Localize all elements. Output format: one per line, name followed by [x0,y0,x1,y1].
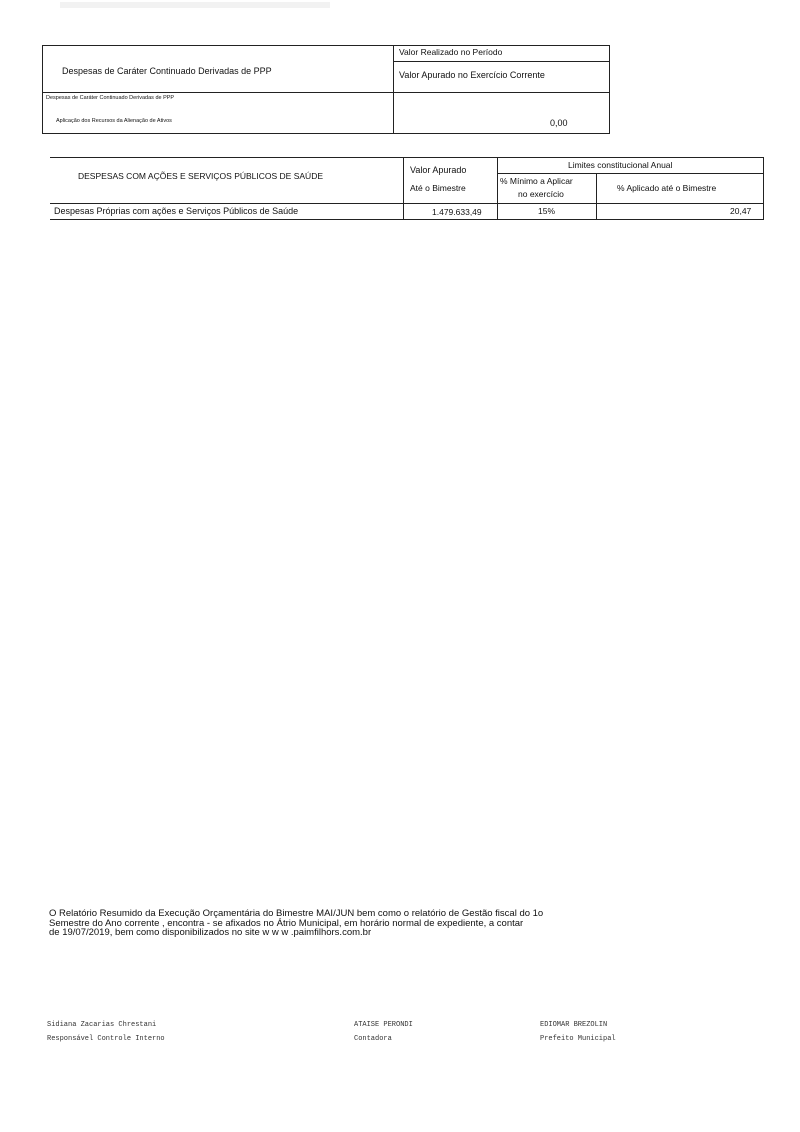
signature-name: Sidiana Zacarias Chrestani [47,1021,157,1029]
signature-role: Prefeito Municipal [540,1035,616,1043]
ppp-header-label: Despesas de Caráter Continuado Derivadas de PPP [62,66,272,76]
health-header-value-2: Até o Bimestre [410,183,466,193]
health-header-value-1: Valor Apurado [410,165,467,175]
health-header-main: DESPESAS COM AÇÕES E SERVIÇOS PÚBLICOS DE SAÚDE [78,171,323,181]
health-row-applied: 20,47 [730,206,752,216]
ppp-header-period: Valor Realizado no Período [399,47,503,57]
health-row-value: 1.479.633,49 [432,207,482,217]
footer-note-line-3: de 19/07/2019, bem como disponibilizados no site w w w .paimfilhors.com.br [49,927,372,938]
signature-role: Contadora [354,1035,392,1043]
ppp-row-value: 0,00 [550,118,568,128]
footer-note [49,909,649,938]
footer-note-line-2: Semestre do Ano corrente , encontra - se afixados no Átrio Municipal, em horário normal de expediente, a contar [49,917,524,929]
signature-name: EDIOMAR BREZOLIN [540,1021,608,1029]
signature-role: Responsável Controle Interno [47,1035,165,1043]
health-row-label: Despesas Próprias com ações e Serviços Públicos de Saúde [54,206,299,216]
signature-name: ATAISE PERONDI [354,1021,413,1029]
health-header-limits: Limites constitucional Anual [568,160,673,170]
header-remnant [60,2,330,8]
health-header-min-2: no exercício [518,189,564,199]
footer-note-line-1: O Relatório Resumido da Execução Orçamentária do Bimestre MAI/JUN bem como o relatório de Gestão fiscal do 1o [49,908,544,919]
health-row-min: 15% [538,206,556,216]
ppp-row-title: Despesas de Caráter Continuado Derivadas de PPP [46,95,175,101]
health-header-min-1: % Mínimo a Aplicar [500,176,573,186]
health-header-applied: % Aplicado até o Bimestre [617,183,717,193]
ppp-header-exercise: Valor Apurado no Exercício Corrente [399,70,545,80]
ppp-row-label: Aplicação dos Recursos da Alienação de Ativos [56,118,172,124]
